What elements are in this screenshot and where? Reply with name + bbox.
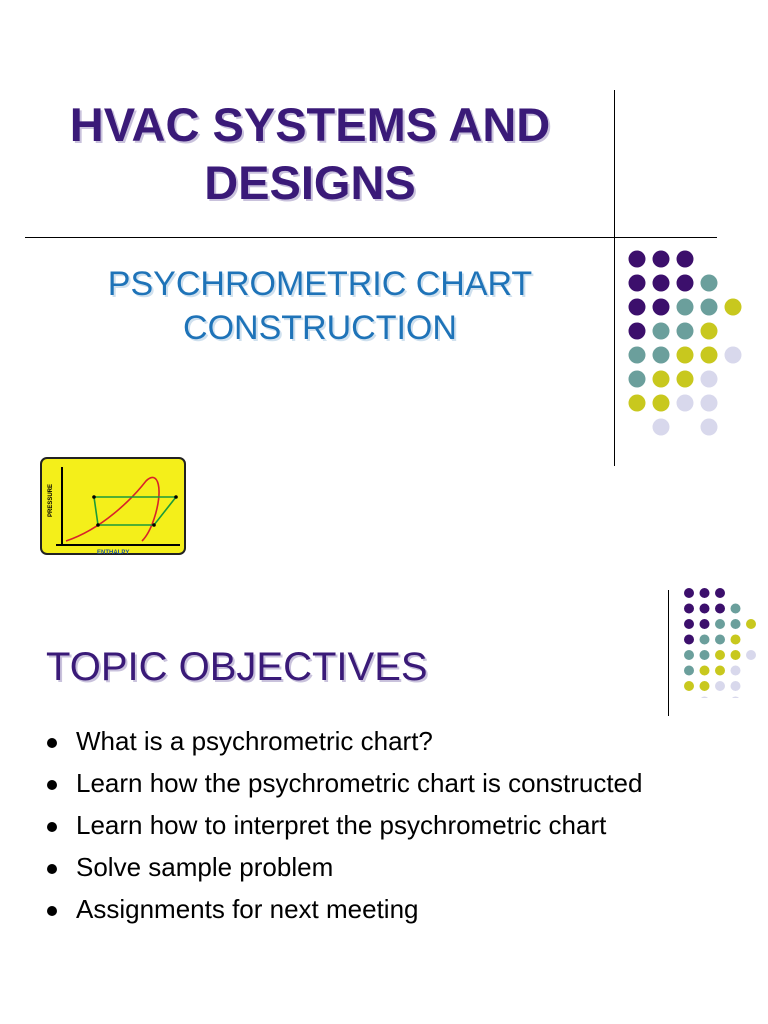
slide-title xyxy=(20,96,600,212)
decorative-dot xyxy=(700,588,710,598)
logo-x-axis-label: ENTHALPY xyxy=(97,550,130,556)
decorative-dot xyxy=(653,299,670,316)
decorative-dot xyxy=(731,697,741,699)
decorative-dot xyxy=(715,635,725,645)
decorative-dot xyxy=(684,588,694,598)
decorative-dot xyxy=(629,371,646,388)
list-item-text: Solve sample problem xyxy=(76,852,334,882)
decorative-dot xyxy=(677,347,694,364)
decorative-dot xyxy=(677,251,694,268)
slide-subtitle xyxy=(40,262,600,350)
decorative-dot xyxy=(684,650,694,660)
decorative-dot xyxy=(677,323,694,340)
list-item xyxy=(44,724,724,759)
decorative-dot xyxy=(677,371,694,388)
decorative-dot xyxy=(731,635,741,645)
decorative-dot xyxy=(731,650,741,660)
decorative-dot xyxy=(701,371,718,388)
list-item xyxy=(44,766,724,801)
decorative-dot xyxy=(629,395,646,412)
vertical-divider xyxy=(614,90,615,466)
list-item-text: What is a psychrometric chart? xyxy=(76,726,433,756)
decorative-dot xyxy=(701,419,718,436)
decorative-dot xyxy=(701,347,718,364)
decorative-dot xyxy=(677,275,694,292)
bullet-icon xyxy=(47,906,57,916)
decorative-dot xyxy=(629,323,646,340)
decorative-dot xyxy=(653,371,670,388)
decorative-dot xyxy=(677,299,694,316)
decorative-dot xyxy=(684,681,694,691)
decorative-dot xyxy=(653,419,670,436)
list-item xyxy=(44,808,724,843)
decorative-dot xyxy=(700,604,710,614)
decorative-dot xyxy=(700,650,710,660)
decorative-dot xyxy=(725,299,742,316)
decorative-dot xyxy=(629,299,646,316)
list-item xyxy=(44,892,724,927)
decorative-dot xyxy=(653,347,670,364)
decorative-dot xyxy=(725,347,742,364)
decorative-dot xyxy=(746,650,756,660)
decorative-dot xyxy=(701,299,718,316)
decorative-dot xyxy=(653,323,670,340)
list-item-text: Learn how to interpret the psychrometric chart xyxy=(76,810,607,840)
decorative-dot xyxy=(629,347,646,364)
logo-y-axis-label: PRESSURE xyxy=(48,483,54,517)
decorative-dot xyxy=(700,619,710,629)
decorative-dot xyxy=(684,635,694,645)
topic-objectives-heading: TOPIC OBJECTIVES xyxy=(46,645,428,689)
decorative-dot xyxy=(731,681,741,691)
decorative-dot xyxy=(715,650,725,660)
list-item xyxy=(44,850,724,885)
pressure-enthalpy-diagram-icon xyxy=(42,459,188,557)
subtitle-line-2: CONSTRUCTION xyxy=(183,309,457,347)
subtitle-line-1: PSYCHROMETRIC CHART xyxy=(107,265,533,303)
decorative-dot xyxy=(701,323,718,340)
decorative-dot xyxy=(684,666,694,676)
decorative-dot xyxy=(629,275,646,292)
decorative-dot xyxy=(715,588,725,598)
dot-grid-decoration-small xyxy=(678,586,758,698)
decorative-dot xyxy=(715,619,725,629)
list-item-text: Learn how the psychrometric chart is constructed xyxy=(76,768,643,798)
decorative-dot xyxy=(700,697,710,699)
decorative-dot xyxy=(629,251,646,268)
decorative-dot xyxy=(653,395,670,412)
title-line-2: DESIGNS xyxy=(204,156,416,209)
decorative-dot xyxy=(701,275,718,292)
decorative-dot xyxy=(700,681,710,691)
decorative-dot xyxy=(731,619,741,629)
decorative-dot xyxy=(731,666,741,676)
list-item-text: Assignments for next meeting xyxy=(76,894,419,924)
decorative-dot xyxy=(701,395,718,412)
decorative-dot xyxy=(746,619,756,629)
pressure-enthalpy-logo xyxy=(40,457,186,555)
decorative-dot xyxy=(677,395,694,412)
decorative-dot xyxy=(715,666,725,676)
bullet-icon xyxy=(47,738,57,748)
bullet-icon xyxy=(47,864,57,874)
vertical-divider-small xyxy=(668,590,669,716)
decorative-dot xyxy=(684,604,694,614)
decorative-dot xyxy=(715,681,725,691)
title-line-1: HVAC SYSTEMS AND xyxy=(69,98,551,151)
bullet-icon xyxy=(47,780,57,790)
decorative-dot xyxy=(653,275,670,292)
objectives-list xyxy=(44,724,724,934)
decorative-dot xyxy=(700,635,710,645)
horizontal-divider xyxy=(25,237,717,238)
decorative-dot xyxy=(684,619,694,629)
bullet-icon xyxy=(47,822,57,832)
decorative-dot xyxy=(700,666,710,676)
dot-grid-decoration xyxy=(620,245,760,445)
decorative-dot xyxy=(715,604,725,614)
decorative-dot xyxy=(653,251,670,268)
decorative-dot xyxy=(731,604,741,614)
